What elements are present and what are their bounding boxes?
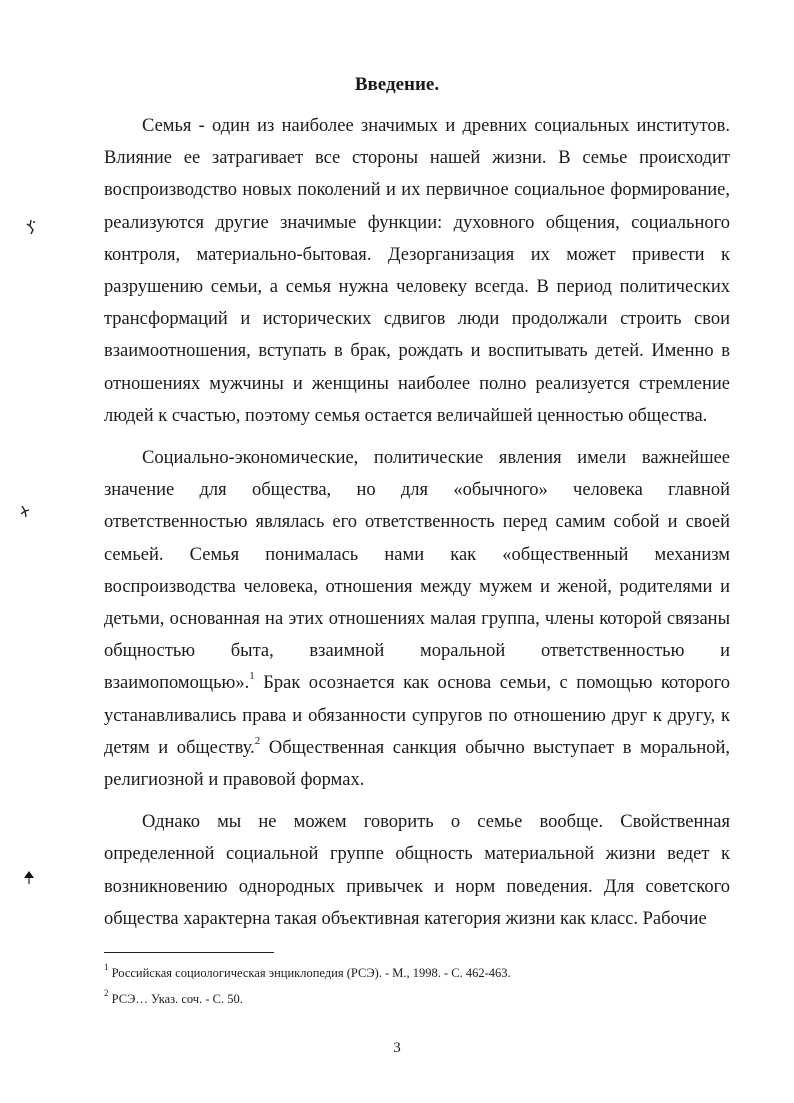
footnote-ref-1: 1 — [249, 670, 255, 683]
footnote-2-text: РСЭ… Указ. соч. - С. 50. — [111, 992, 243, 1006]
scan-mark-1 — [24, 218, 38, 236]
scan-mark-3 — [22, 868, 36, 886]
paragraph-2-part-3: Общественная санкция обычно выступает в моральной, религиозной и правовой формах. — [104, 737, 730, 791]
paragraph-1: Семья - один из наиболее значимых и древних социальных институтов. Влияние ее затрагивает все стороны нашей жизни. В семье происходит воспроизводство новых поколений и их первичное социальное формирование, реализуются другие значимые функции: духовного общения, социального контроля, материально-бытовая. Дезорганизация их может привести к разрушению семьи, а семья нужна человеку всегда. В период политических трансформаций и исторических сдвигов люди продолжали строить свои взаимоотношения, вступать в брак, рождать и воспитывать детей. Именно в отношениях мужчины и женщины наиболее полно реализуется стремление людей к счастью, поэтому семья остается величайшей ценностью общества. — [104, 116, 730, 426]
footnote-2-number: 2 — [104, 987, 109, 998]
footnote-2 — [104, 986, 730, 1012]
footnote-1-text: Российская социологическая энциклопедия (РСЭ). - М., 1998. - С. 462-463. — [111, 966, 511, 980]
paragraph-2 — [104, 442, 730, 796]
paragraph-2-part-2: Брак осознается как основа семьи, с помощью которого устанавливались права и обязанности супругов по отношению друг к другу, к детям и обществу. — [104, 673, 730, 758]
paragraph-3: Однако мы не можем говорить о семье вообще. Свойственная определенной социальной группе общность материальной жизни ведет к возникновению однородных привычек и норм поведения. Для советского общества характерна такая объективная категория жизни как класс. Рабочие — [104, 812, 730, 929]
footnote-1-number: 1 — [104, 961, 109, 972]
paragraph-2-part-1: Социально-экономические, политические явления имели важнейшее значение для общества, но для «обычного» человека главной ответственностью являлась его ответственность перед самим собой и своей семьей. Семья понималась нами как «общественный механизм воспроизводства человека, отношения между мужем и женой, родителями и детьми, основанная на этих отношениях малая группа, члены которой связаны общностью быта, взаимной моральной ответственностью и взаимопомощью». — [104, 448, 730, 694]
footnote-ref-2: 2 — [254, 734, 261, 747]
scan-mark-2 — [18, 502, 32, 520]
footnote-divider — [104, 952, 274, 953]
body-text — [104, 110, 730, 945]
page-title: Введение. — [354, 74, 440, 95]
footnotes — [104, 960, 730, 1012]
footnote-1 — [104, 960, 730, 986]
page-number: 3 — [393, 1040, 401, 1056]
